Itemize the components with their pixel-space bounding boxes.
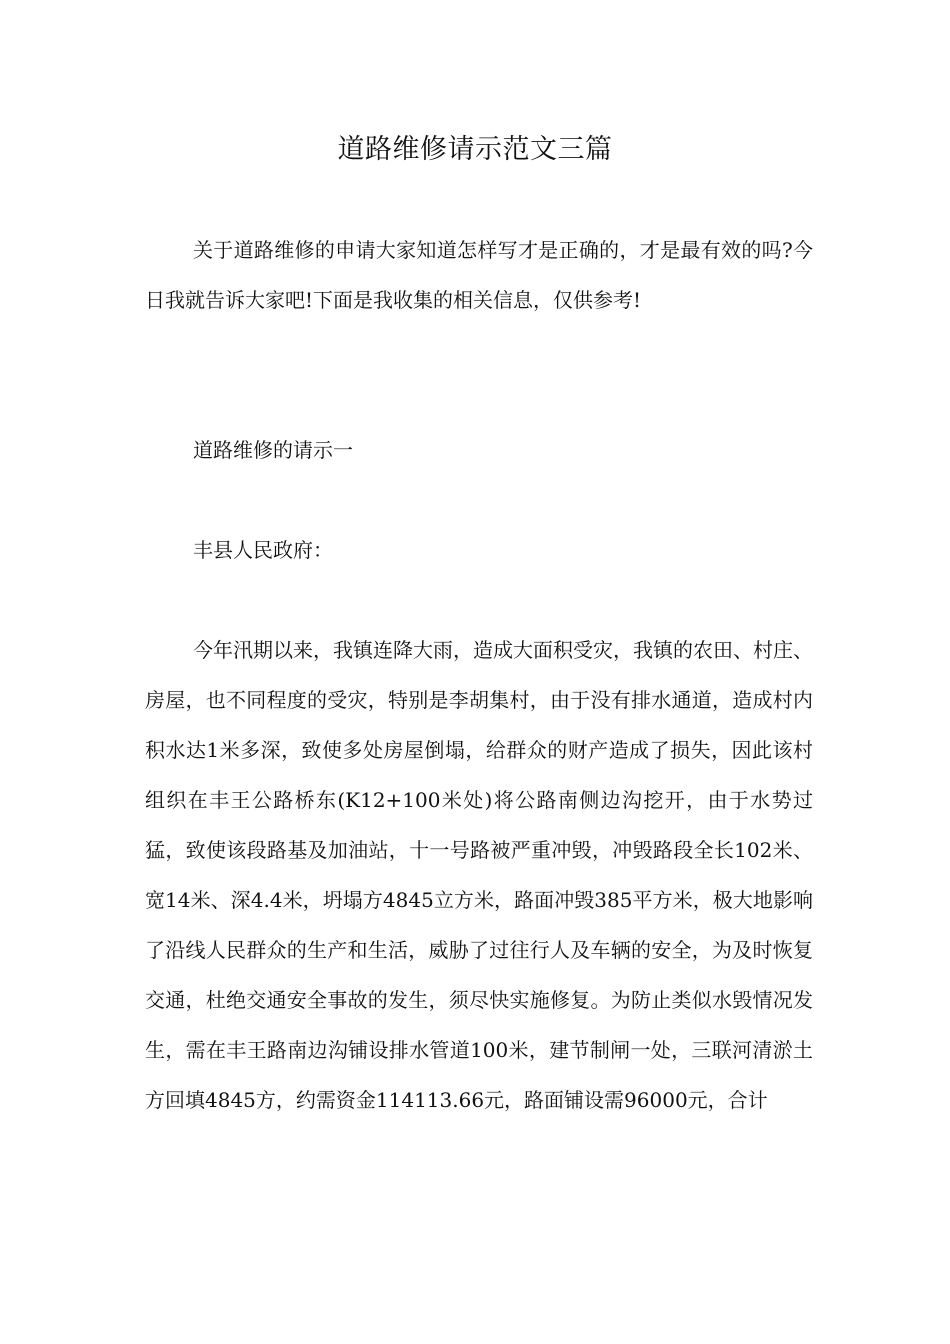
addressee-line: 丰县人民政府： <box>193 538 333 562</box>
document-title: 道路维修请示范文三篇 <box>337 134 613 165</box>
main-paragraph: 今年汛期以来，我镇连降大雨，造成大面积受灾，我镇的农田、村庄、房屋，也不同程度的受灾，特别是李胡集村，由于没有排水通道，造成村内积水达1米多深，致使多处房屋倒塌，给群众的财产造成了损失，因此该村组织在丰王公路桥东(K12+100米处)将公路南侧边沟挖开，由于水势过猛，致使该段路基及加油站，十一号路被严重冲毁，冲毁路段全长102米、宽14米、深4.4米，坍塌方4845立方米，路面冲毁385平方米，极大地影响了沿线人民群众的生产和生活，威胁了过往行人及车辆的安全，为及时恢复交通，杜绝交通安全事故的发生，须尽快实施修复。为防止类似水毁情况发生，需在丰王路南边沟铺设排水管道100米，建节制闸一处，三联河清淤土方回填4845方，约需资金114113.66元，路面铺设需96000元，合计 <box>145 638 813 1112</box>
intro-paragraph: 关于道路维修的申请大家知道怎样写才是正确的，才是最有效的吗?今日我就告诉大家吧!下面是我收集的相关信息，仅供参考! <box>145 238 813 312</box>
section-heading: 道路维修的请示一 <box>193 438 353 462</box>
